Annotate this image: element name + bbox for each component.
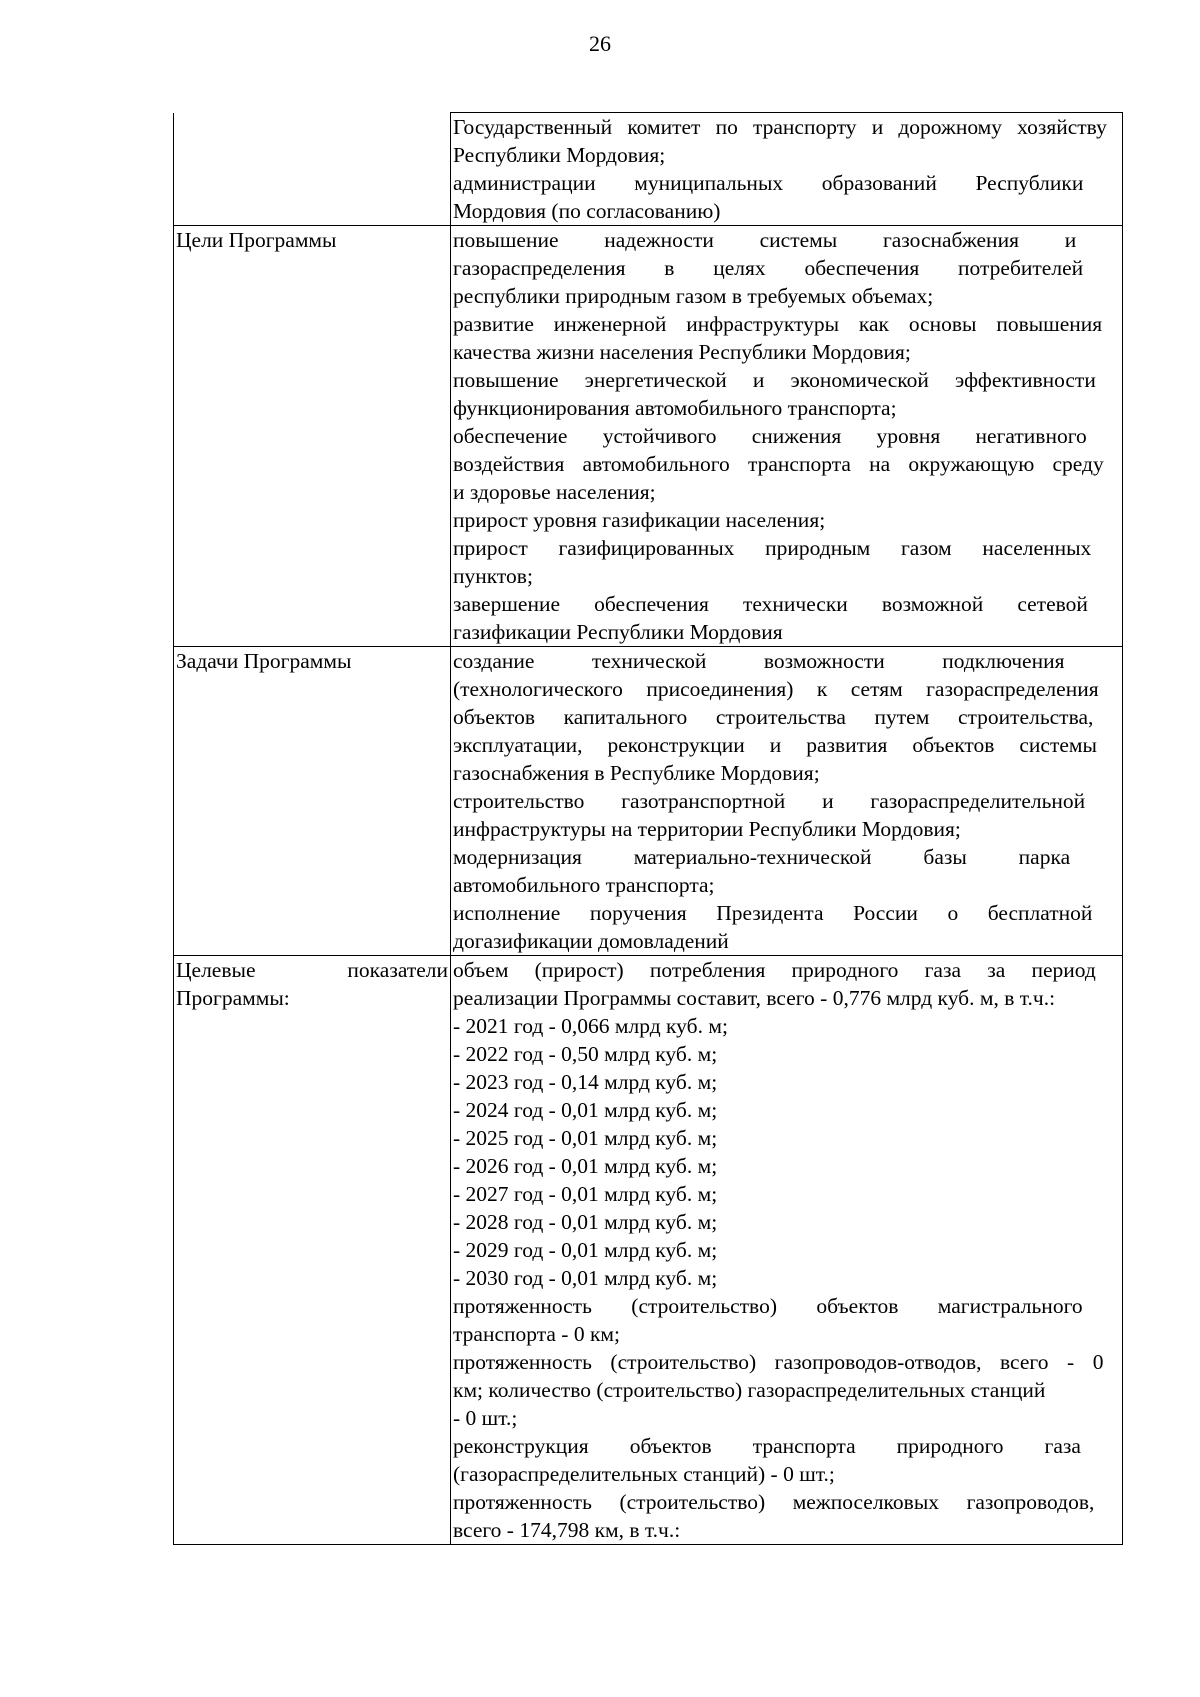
text-line: - 2022 год - 0,50 млрд куб. м; <box>453 1042 718 1066</box>
text-line: газификации Республики Мордовия <box>453 620 783 644</box>
text-line: функционирования автомобильного транспорта; <box>453 396 897 420</box>
text-line: - 2026 год - 0,01 млрд куб. м; <box>453 1154 718 1178</box>
text-line: км; количество (строительство) газораспределительных станций <box>453 1378 1046 1402</box>
text-line: прирост газифицированных природным газом населенных <box>453 536 1092 560</box>
text-line: исполнение поручения Президента России о бесплатной <box>453 901 1093 925</box>
text-line: развитие инженерной инфраструктуры как основы повышения <box>453 312 1103 336</box>
text-line: качества жизни населения Республики Мордовия; <box>453 340 911 364</box>
text-line: республики природным газом в требуемых объемах; <box>453 284 934 308</box>
text-line: воздействия автомобильного транспорта на окружающую среду <box>453 452 1104 476</box>
page-number: 26 <box>589 31 611 56</box>
text-line: транспорта - 0 км; <box>453 1322 620 1346</box>
text-line: прирост уровня газификации населения; <box>453 508 826 532</box>
text-line: инфраструктуры на территории Республики Мордовия; <box>453 817 961 841</box>
text-line: повышение надежности системы газоснабжения и <box>453 228 1077 252</box>
text-line: реализации Программы составит, всего - 0,776 млрд куб. м, в т.ч.: <box>453 986 1056 1010</box>
table-row <box>174 647 1123 956</box>
text-line: протяженность (строительство) объектов магистрального <box>453 1294 1083 1318</box>
row-label: Задачи Программы <box>174 647 451 956</box>
text-line: - 2029 год - 0,01 млрд куб. м; <box>453 1238 718 1262</box>
text-line: догазификации домовладений <box>453 929 729 953</box>
text-line: модернизация материально-технической базы парка <box>453 845 1071 869</box>
table-row <box>174 113 1123 226</box>
text-line: протяженность (строительство) межпоселковых газопроводов, <box>453 1490 1095 1514</box>
text-line: реконструкция объектов транспорта природного газа <box>453 1434 1081 1458</box>
text-line: протяженность (строительство) газопроводов-отводов, всего - 0 <box>453 1350 1104 1374</box>
row-label <box>174 956 451 1545</box>
text-line: (газораспределительных станций) - 0 шт.; <box>453 1462 835 1486</box>
text-line: - 2030 год - 0,01 млрд куб. м; <box>453 1266 718 1290</box>
text-line: Мордовия (по согласованию) <box>453 199 721 223</box>
text-line: объем (прирост) потребления природного газа за период <box>453 958 1096 982</box>
text-line: газораспределения в целях обеспечения потребителей <box>453 256 1084 280</box>
row-content <box>451 113 1123 226</box>
row-content <box>451 647 1123 956</box>
table-row <box>174 226 1123 647</box>
label-word: показатели <box>347 958 448 982</box>
text-line: - 2028 год - 0,01 млрд куб. м; <box>453 1210 718 1234</box>
text-line: объектов капитального строительства путем строительства, <box>453 705 1094 729</box>
text-line: газоснабжения в Республике Мордовия; <box>453 761 820 785</box>
text-line: пунктов; <box>453 564 533 588</box>
text-line: - 2024 год - 0,01 млрд куб. м; <box>453 1098 718 1122</box>
text-line: (технологического присоединения) к сетям газораспределения <box>453 677 1099 701</box>
text-line: - 2023 год - 0,14 млрд куб. м; <box>453 1070 718 1094</box>
text-line: администрации муниципальных образований Республики <box>453 171 1084 195</box>
text-line: - 2027 год - 0,01 млрд куб. м; <box>453 1182 718 1206</box>
table-row <box>174 956 1123 1545</box>
text-line: - 2025 год - 0,01 млрд куб. м; <box>453 1126 718 1150</box>
text-line: Республики Мордовия; <box>453 143 666 167</box>
label-word: Целевые <box>176 958 256 982</box>
row-content <box>451 226 1123 647</box>
text-line: повышение энергетической и экономической эффективности <box>453 368 1096 392</box>
row-label <box>174 113 451 226</box>
text-line: обеспечение устойчивого снижения уровня негативного <box>453 424 1087 448</box>
label-word: Программы: <box>176 986 290 1010</box>
text-line: Государственный комитет по транспорту и дорожному хозяйству <box>453 115 1107 139</box>
text-line: всего - 174,798 км, в т.ч.: <box>453 1518 681 1542</box>
text-line: создание технической возможности подключения <box>453 649 1065 673</box>
text-line: завершение обеспечения технически возможной сетевой <box>453 592 1088 616</box>
program-passport-table <box>173 112 1123 1545</box>
text-line: строительство газотранспортной и газораспределительной <box>453 789 1086 813</box>
text-line: эксплуатации, реконструкции и развития объектов системы <box>453 733 1097 757</box>
row-label: Цели Программы <box>174 226 451 647</box>
text-line: и здоровье населения; <box>453 480 656 504</box>
text-line: автомобильного транспорта; <box>453 873 715 897</box>
text-line: - 0 шт.; <box>453 1406 518 1430</box>
row-content <box>451 956 1123 1545</box>
text-line: - 2021 год - 0,066 млрд куб. м; <box>453 1014 728 1038</box>
